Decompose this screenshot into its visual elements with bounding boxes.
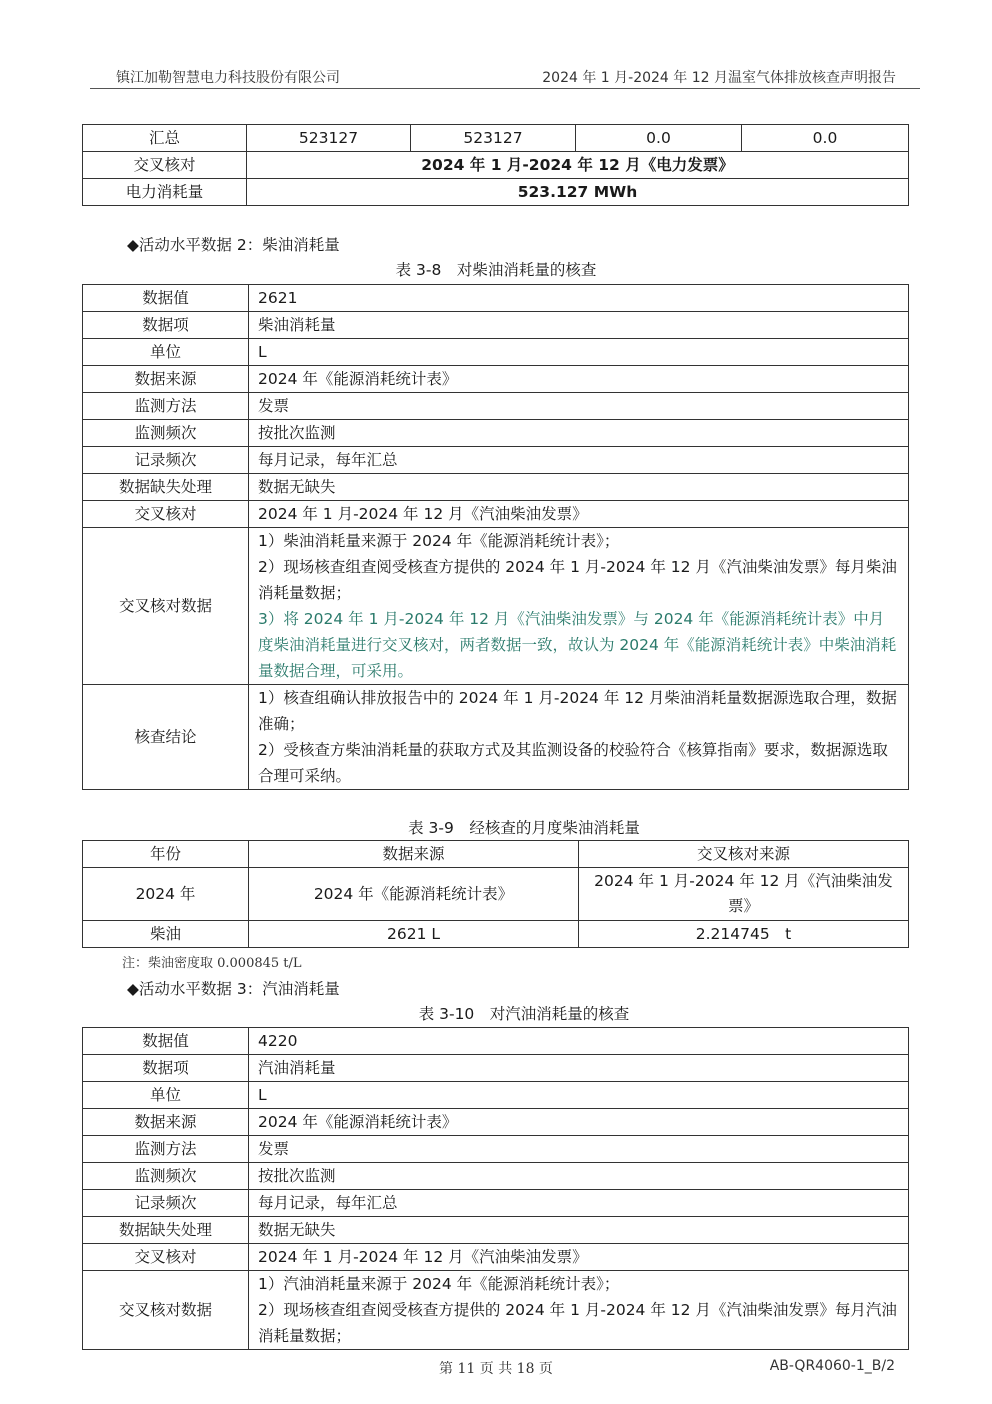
- table-row: [83, 1055, 909, 1082]
- cross-data-line: 1）柴油消耗量来源于 2024 年《能源消耗统计表》；: [258, 532, 620, 550]
- table-cell: 2024 年: [83, 868, 249, 921]
- table-row: [83, 393, 909, 420]
- section-heading-diesel: ◆活动水平数据 2：柴油消耗量: [127, 236, 340, 254]
- row-value: L: [249, 339, 909, 366]
- row-label: 记录频次: [83, 447, 249, 474]
- table-row: [83, 285, 909, 312]
- total-cell: 523127: [247, 125, 411, 152]
- column-header: 交叉核对来源: [579, 841, 909, 868]
- row-label: 数据项: [83, 312, 249, 339]
- cross-data-line: 1）汽油消耗量来源于 2024 年《能源消耗统计表》；: [258, 1275, 620, 1293]
- header-divider: [90, 88, 920, 89]
- consumption-value: 523.127 MWh: [247, 179, 909, 206]
- cross-data-line: 3）将 2024 年 1 月-2024 年 12 月《汽油柴油发票》与 2024 年《能源消耗统计表》中月度柴油消耗量进行交叉核对，两者数据一致，故认为 2024 年《能源消耗统计表》中柴油消耗量数据合理，可采用。: [258, 610, 897, 680]
- conclusion-line: 1）核查组确认排放报告中的 2024 年 1 月-2024 年 12 月柴油消耗量数据源选取合理，数据准确；: [258, 689, 897, 733]
- table-cell: 2024 年 1 月-2024 年 12 月《汽油柴油发票》: [579, 868, 909, 921]
- diesel-check-table: [82, 284, 909, 790]
- total-cell: 0.0: [576, 125, 742, 152]
- table-row: [83, 420, 909, 447]
- consumption-label: 电力消耗量: [83, 179, 247, 206]
- row-value: 2024 年《能源消耗统计表》: [249, 366, 909, 393]
- row-value: 汽油消耗量: [249, 1055, 909, 1082]
- row-value: 2621: [249, 285, 909, 312]
- row-label: 交叉核对数据: [83, 528, 249, 685]
- table-cell: 2024 年《能源消耗统计表》: [249, 868, 579, 921]
- table-caption-3-9: 表 3-9 经核查的月度柴油消耗量: [408, 819, 640, 837]
- conclusion-line: 2）受核查方柴油消耗量的获取方式及其监测设备的校验符合《核算指南》要求，数据源选取合理可采纳。: [258, 741, 888, 785]
- table-row: [83, 1217, 909, 1244]
- monthly-diesel-table: [82, 840, 909, 948]
- page-number: 第 11 页 共 18 页: [439, 1361, 553, 1377]
- row-label: 监测方法: [83, 1136, 249, 1163]
- row-label: 数据缺失处理: [83, 1217, 249, 1244]
- table-row: [83, 921, 909, 948]
- row-value: 发票: [249, 1136, 909, 1163]
- table-cell: 2621 L: [249, 921, 579, 948]
- table-row: [83, 1028, 909, 1055]
- cross-data-text: [249, 528, 909, 685]
- table-row: [83, 152, 909, 179]
- table-row: [83, 1271, 909, 1350]
- table-row: [83, 125, 909, 152]
- cross-data-line: 2）现场核查组查阅受核查方提供的 2024 年 1 月-2024 年 12 月《汽油柴油发票》每月汽油消耗量数据；: [258, 1301, 897, 1345]
- table-cell: 2.214745 t: [579, 921, 909, 948]
- density-note: 注：柴油密度取 0.000845 t/L: [122, 956, 302, 971]
- table-cell: 柴油: [83, 921, 249, 948]
- cross-check-value: 2024 年 1 月-2024 年 12 月《电力发票》: [247, 152, 909, 179]
- row-label: 数据值: [83, 285, 249, 312]
- table-row: [83, 474, 909, 501]
- document-code: AB-QR4060-1_B/2: [769, 1358, 895, 1374]
- row-label: 单位: [83, 339, 249, 366]
- row-value: 4220: [249, 1028, 909, 1055]
- total-cell: 523127: [411, 125, 576, 152]
- report-title: 2024 年 1 月-2024 年 12 月温室气体排放核查声明报告: [542, 70, 896, 86]
- table-row: [83, 528, 909, 685]
- table-row: [83, 312, 909, 339]
- row-label: 交叉核对数据: [83, 1271, 249, 1350]
- row-label: 核查结论: [83, 685, 249, 790]
- table-caption-3-8: 表 3-8 对柴油消耗量的核查: [395, 261, 597, 279]
- table-row: [83, 1109, 909, 1136]
- cross-data-line: 2）现场核查组查阅受核查方提供的 2024 年 1 月-2024 年 12 月《汽油柴油发票》每月柴油消耗量数据；: [258, 558, 897, 602]
- row-label: 数据来源: [83, 366, 249, 393]
- cross-data-text: [249, 1271, 909, 1350]
- table-row: [83, 366, 909, 393]
- row-label: 数据项: [83, 1055, 249, 1082]
- table-row: [83, 685, 909, 790]
- row-label: 交叉核对: [83, 1244, 249, 1271]
- electricity-summary-table: [82, 124, 909, 206]
- row-value: 按批次监测: [249, 1163, 909, 1190]
- row-value: 2024 年《能源消耗统计表》: [249, 1109, 909, 1136]
- row-label: 监测频次: [83, 1163, 249, 1190]
- cross-check-label: 交叉核对: [83, 152, 247, 179]
- table-row: [83, 1163, 909, 1190]
- row-value: 数据无缺失: [249, 474, 909, 501]
- conclusion-text: [249, 685, 909, 790]
- row-label: 监测方法: [83, 393, 249, 420]
- table-row: [83, 1244, 909, 1271]
- gasoline-check-table: [82, 1027, 909, 1350]
- table-row: [83, 339, 909, 366]
- row-value: 柴油消耗量: [249, 312, 909, 339]
- table-row: [83, 1136, 909, 1163]
- column-header: 年份: [83, 841, 249, 868]
- table-row: [83, 501, 909, 528]
- row-label: 数据值: [83, 1028, 249, 1055]
- row-label: 单位: [83, 1082, 249, 1109]
- row-label: 交叉核对: [83, 501, 249, 528]
- row-value: 每月记录，每年汇总: [249, 1190, 909, 1217]
- total-cell: 0.0: [742, 125, 909, 152]
- table-row: [83, 841, 909, 868]
- company-name: 镇江加勒智慧电力科技股份有限公司: [116, 70, 340, 86]
- row-value: 发票: [249, 393, 909, 420]
- row-value: 每月记录，每年汇总: [249, 447, 909, 474]
- table-row: [83, 179, 909, 206]
- row-label: 记录频次: [83, 1190, 249, 1217]
- row-value: 2024 年 1 月-2024 年 12 月《汽油柴油发票》: [249, 501, 909, 528]
- total-label: 汇总: [83, 125, 247, 152]
- table-row: [83, 1190, 909, 1217]
- row-label: 数据来源: [83, 1109, 249, 1136]
- table-row: [83, 868, 909, 921]
- row-value: 2024 年 1 月-2024 年 12 月《汽油柴油发票》: [249, 1244, 909, 1271]
- row-label: 数据缺失处理: [83, 474, 249, 501]
- row-label: 监测频次: [83, 420, 249, 447]
- row-value: 数据无缺失: [249, 1217, 909, 1244]
- section-heading-gasoline: ◆活动水平数据 3：汽油消耗量: [127, 980, 340, 998]
- row-value: L: [249, 1082, 909, 1109]
- table-row: [83, 1082, 909, 1109]
- row-value: 按批次监测: [249, 420, 909, 447]
- table-row: [83, 447, 909, 474]
- column-header: 数据来源: [249, 841, 579, 868]
- table-caption-3-10: 表 3-10 对汽油消耗量的核查: [418, 1005, 630, 1023]
